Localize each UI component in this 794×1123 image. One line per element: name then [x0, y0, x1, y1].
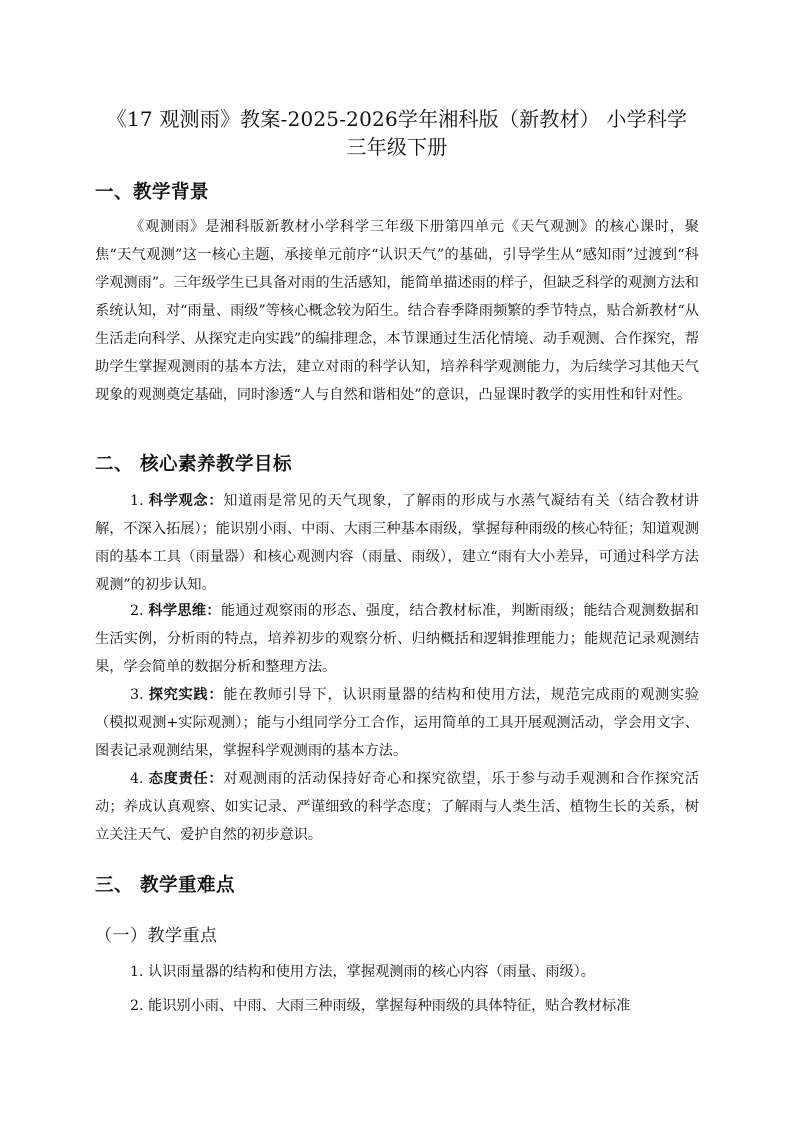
key-point-item-1: 1. 认识雨量器的结构和使用方法，掌握观测雨的核心内容（雨量、雨级）。 — [130, 964, 595, 980]
document-title-line-1: 《17 观测雨》教案-2025-2026学年湘科版（新教材） 小学科学 — [106, 107, 688, 131]
section-heading-objectives: 二、 核心素养教学目标 — [95, 454, 292, 475]
objective-item-2 — [95, 597, 699, 681]
objective-number: 2. — [130, 603, 144, 619]
objective-label: 探究实践： — [148, 687, 224, 703]
objective-text: 对观测雨的活动保持好奇心和探究欲望，乐于参与动手观测和合作探究活动；养成认真观察、如实记录、严谨细致的科学态度；了解雨与人类生活、植物生长的关系，树立关注天气、爱护自然的初步意识。 — [95, 771, 699, 843]
objective-item-4 — [95, 765, 699, 849]
section-heading-key-points: 三、 教学重难点 — [95, 875, 235, 896]
objective-text: 能通过观察雨的形态、强度，结合教材标准，判断雨级；能结合观测数据和生活实例，分析雨的特点，培养初步的观察分析、归纳概括和逻辑推理能力；能规范记录观测结果，学会简单的数据分析和整理方法。 — [95, 603, 699, 675]
objective-item-3 — [95, 681, 699, 765]
objective-item-1 — [95, 487, 699, 599]
objective-text: 知道雨是常见的天气现象，了解雨的形成与水蒸气凝结有关（结合教材讲解，不深入拓展）；能识别小雨、中雨、大雨三种基本雨级，掌握每种雨级的核心特征；知道观测雨的基本工具（雨量器）和核心观测内容（雨量、雨级），建立“雨有大小差异，可通过科学方法观测”的初步认知。 — [95, 493, 699, 593]
section-heading-background: 一、教学背景 — [95, 182, 210, 203]
document-title-line-2: 三年级下册 — [346, 135, 448, 159]
objective-number: 1. — [130, 493, 144, 509]
objective-text: 能在教师引导下，认识雨量器的结构和使用方法，规范完成雨的观测实验（模拟观测+实际观测）；能与小组同学分工合作，运用简单的工具开展观测活动，学会用文字、图表记录观测结果，掌握科学观测雨的基本方法。 — [95, 687, 699, 759]
objective-label: 科学思维： — [148, 603, 221, 619]
objective-label: 态度责任： — [148, 771, 224, 787]
section-background-body: 《观测雨》是湘科版新教材小学科学三年级下册第四单元《天气观测》的核心课时，聚焦“天气观测”这一核心主题，承接单元前序“认识天气”的基础，引导学生从“感知雨”过渡到“科学观测雨”。三年级学生已具备对雨的生活感知，能简单描述雨的样子，但缺乏科学的观测方法和系统认知，对“雨量、雨级”等核心概念较为陌生。结合春季降雨频繁的季节特点，贴合新教材“从生活走向科学、从探究走向实践”的编排理念，本节课通过生活化情境、动手观测、合作探究，帮助学生掌握观测雨的基本方法，建立对雨的科学认知，培养科学观测能力，为后续学习其他天气现象的观测奠定基础，同时渗透“人与自然和谐相处”的意识，凸显课时教学的实用性和针对性。 — [95, 219, 699, 403]
objective-number: 4. — [130, 771, 144, 787]
subsection-heading-key-points: （一）教学重点 — [95, 926, 218, 946]
objective-number: 3. — [130, 687, 144, 703]
objective-label: 科学观念： — [148, 493, 224, 509]
key-point-item-2: 2. 能识别小雨、中雨、大雨三种雨级，掌握每种雨级的具体特征，贴合教材标准 — [130, 998, 631, 1014]
